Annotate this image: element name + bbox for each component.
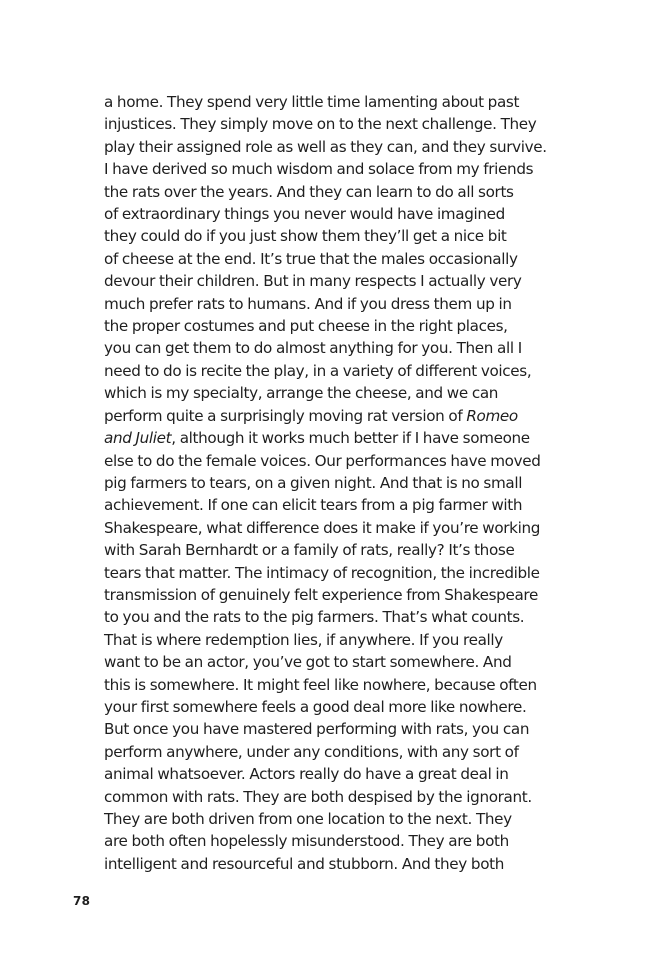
text-line: of cheese at the end. It’s true that the males occasionally [104, 249, 518, 268]
text-line: need to do is recite the play, in a variety of different voices, [104, 361, 532, 380]
text-line: tears that matter. The intimacy of recognition, the incredible [104, 563, 540, 582]
italic-title: and Juliet [104, 429, 172, 448]
text-line: of extraordinary things you never would have imagined [104, 205, 505, 224]
text-line: to you and the rats to the pig farmers. That’s what counts. [104, 608, 525, 627]
text-line: the rats over the years. And they can learn to do all sorts [104, 182, 514, 201]
text-line: which is my specialty, arrange the cheese, and we can [104, 384, 499, 403]
text-line: common with rats. They are both despised by the ignorant. [104, 787, 532, 806]
text-line: transmission of genuinely felt experience from Shakespeare [104, 585, 538, 604]
text-line: want to be an actor, you’ve got to start somewhere. And [104, 653, 512, 672]
text-line: achievement. If one can elicit tears from a pig farmer with [104, 496, 523, 515]
text-line: the proper costumes and put cheese in the right places, [104, 317, 508, 336]
text-line: devour their children. But in many respects I actually very [104, 272, 522, 291]
text-line: a home. They spend very little time lamenting about past [104, 93, 520, 111]
text-line-with-italic [104, 427, 554, 449]
text-line: animal whatsoever. Actors really do have a great deal in [104, 765, 509, 784]
text-line: That is where redemption lies, if anywhere. If you really [104, 630, 503, 649]
page-number: 78 [73, 894, 91, 908]
text-line: Shakespeare, what difference does it make if you’re working [104, 518, 541, 537]
text-line: with Sarah Bernhardt or a family of rats, really? It’s those [104, 541, 515, 560]
text-line: are both often hopelessly misunderstood. They are both [104, 832, 509, 851]
text-line: injustices. They simply move on to the next challenge. They [104, 115, 537, 134]
text-segment: , although it works much better if I have someone [171, 429, 530, 448]
text-line-with-italic [104, 405, 554, 427]
text-line: play their assigned role as well as they can, and they survive. [104, 137, 547, 156]
text-line: you can get them to do almost anything for you. Then all I [104, 339, 522, 358]
text-line: They are both driven from one location to the next. They [104, 810, 512, 828]
text-line: But once you have mastered performing with rats, you can [104, 720, 530, 739]
body-text [104, 91, 554, 875]
text-line: perform anywhere, under any conditions, with any sort of [104, 742, 519, 761]
italic-title: Romeo [466, 406, 518, 425]
text-line: this is somewhere. It might feel like nowhere, because often [104, 675, 537, 694]
text-line: they could do if you just show them they’ll get a nice bit [104, 227, 507, 246]
text-line: I have derived so much wisdom and solace from my friends [104, 160, 534, 179]
text-line: pig farmers to tears, on a given night. And that is no small [104, 473, 523, 492]
text-line: much prefer rats to humans. And if you dress them up in [104, 294, 512, 313]
text-segment: perform quite a surprisingly moving rat version of [104, 406, 463, 425]
text-line: your first somewhere feels a good deal more like nowhere. [104, 697, 527, 716]
text-line: intelligent and resourceful and stubborn. And they both [104, 854, 505, 873]
text-line: else to do the female voices. Our performances have moved [104, 451, 541, 470]
